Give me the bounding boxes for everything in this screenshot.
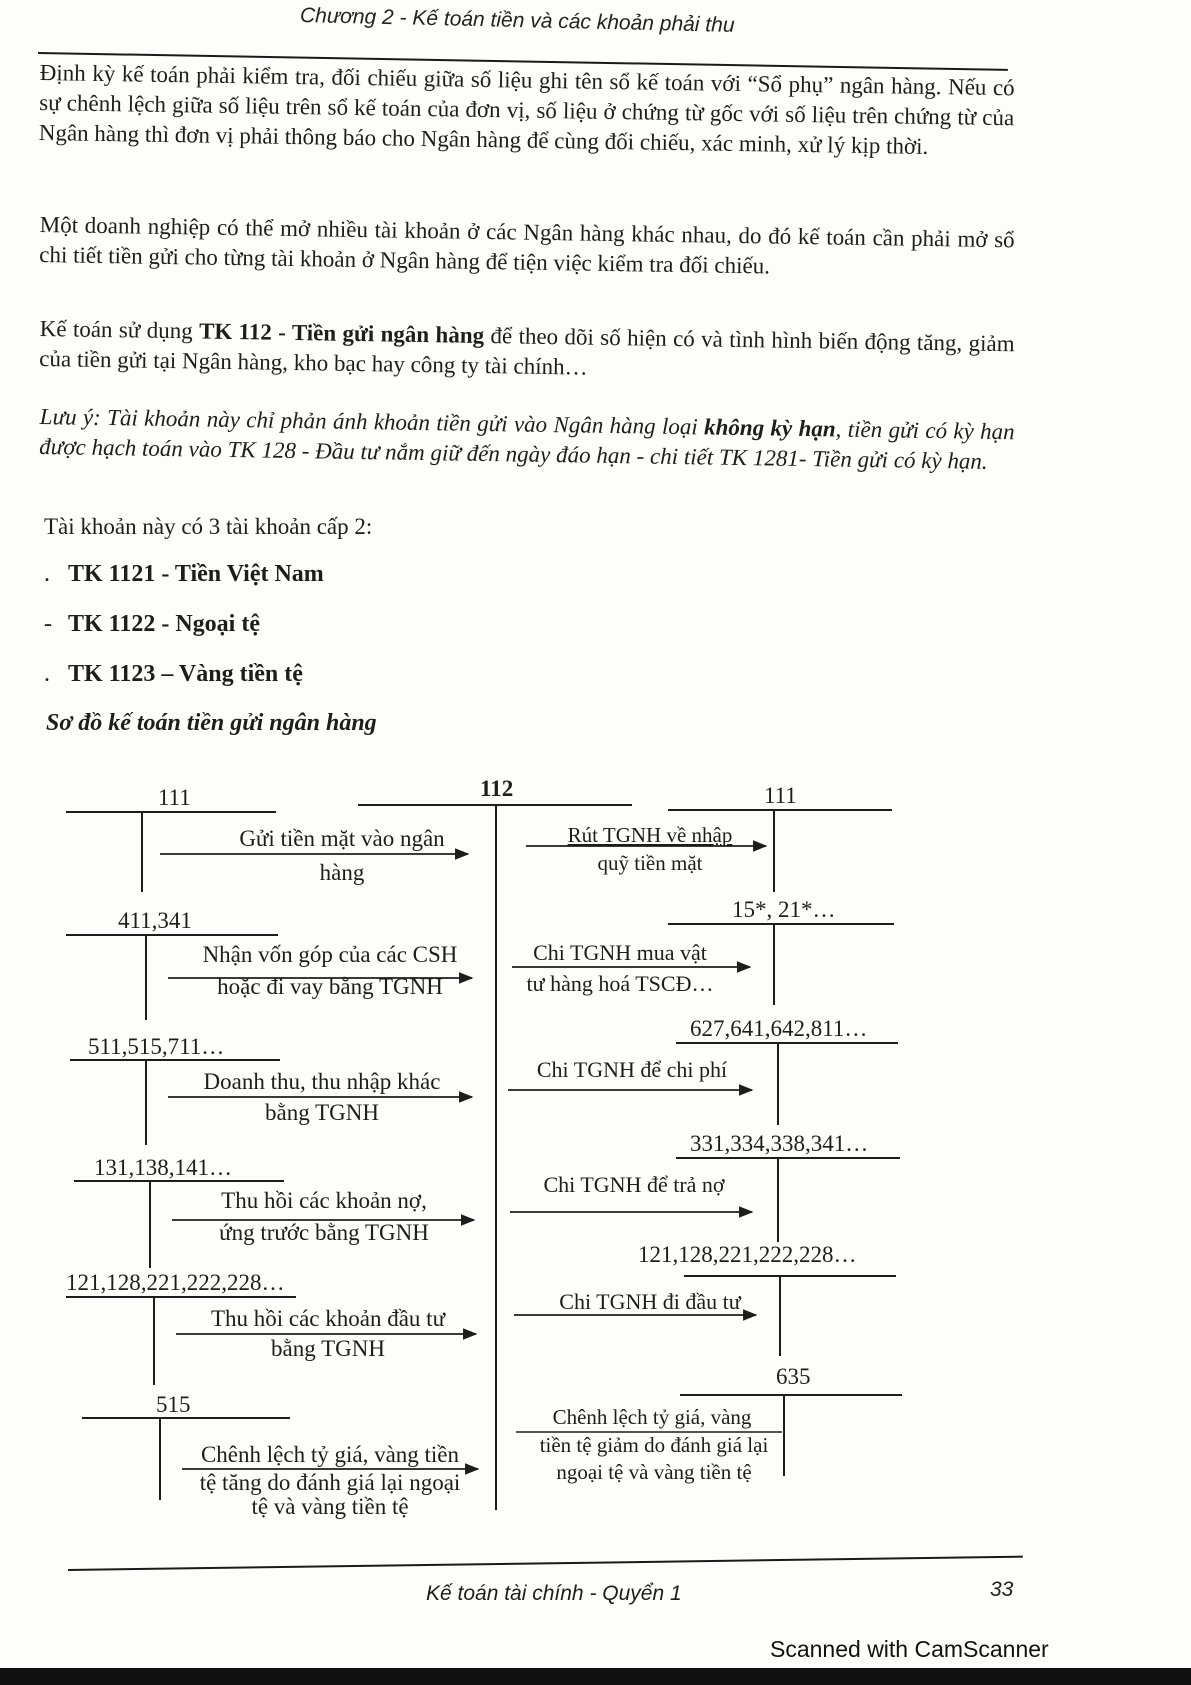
right-account-number: 111 bbox=[764, 783, 797, 808]
paragraph-multiple-accounts: Một doanh nghiệp có thể mở nhiều tài khoản ở các Ngân hàng khác nhau, do đó kế toán cần phải mở sổ chi tiết tiền gửi cho từng tài khoản ở Ngân hàng để tiện việc kiểm tra đối chiếu. bbox=[39, 211, 1015, 279]
left-entry-text: Chênh lệch tỷ giá, vàng tiền bbox=[200, 1442, 460, 1467]
right-entry-text: Chi TGNH để chi phí bbox=[536, 1057, 728, 1082]
right-entry-text: Chênh lệch tỷ giá, vàng bbox=[552, 1405, 752, 1429]
left-entry-text: Nhận vốn góp của các CSH bbox=[202, 942, 458, 967]
left-account-number: 411,341 bbox=[118, 908, 192, 933]
account-112-name: TK 112 - Tiền gửi ngân hàng bbox=[198, 318, 485, 348]
left-entry-text: tệ tăng do đánh giá lại ngoại bbox=[199, 1470, 461, 1495]
page-number: 33 bbox=[990, 1578, 1014, 1601]
right-entry-text: tiền tệ giảm do đánh giá lại bbox=[539, 1433, 769, 1457]
left-entry-text: Thu hồi các khoản nợ, bbox=[221, 1188, 427, 1213]
bottom-edge-bar bbox=[0, 1668, 1191, 1685]
left-entry-text: hoặc đi vay bằng TGNH bbox=[217, 974, 443, 999]
left-entry-text: Gửi tiền mặt vào ngân bbox=[239, 826, 445, 851]
footer-book-title: Kế toán tài chính - Quyển 1 bbox=[426, 1582, 682, 1605]
left-entry bbox=[70, 1034, 472, 1145]
scanner-watermark: Scanned with CamScanner bbox=[770, 1636, 1049, 1662]
right-entry-text: Chi TGNH mua vật bbox=[533, 940, 707, 965]
left-entry-text: ứng trước bằng TGNH bbox=[219, 1220, 429, 1245]
chapter-header: Chương 2 - Kế toán tiền và các khoản phải thu bbox=[299, 4, 735, 37]
sub-account-label: TK 1121 - Tiền Việt Nam bbox=[68, 561, 324, 587]
left-entry bbox=[66, 908, 472, 1020]
note-emphasis: không kỳ hạn bbox=[703, 414, 836, 442]
diagram-title: Sơ đồ kế toán tiền gửi ngân hàng bbox=[46, 710, 377, 736]
left-entry bbox=[74, 1155, 474, 1268]
sub-account-label: TK 1123 – Vàng tiền tệ bbox=[68, 661, 303, 687]
bullet-mark: - bbox=[44, 611, 52, 637]
left-account-number: 511,515,711… bbox=[88, 1034, 225, 1059]
bullet-mark: . bbox=[44, 561, 50, 587]
right-account-number: 331,334,338,341… bbox=[690, 1131, 869, 1156]
left-entry-text: Doanh thu, thu nhập khác bbox=[203, 1069, 441, 1094]
right-entry bbox=[514, 1242, 896, 1356]
right-entry-text: Rút TGNH về nhập bbox=[567, 823, 733, 847]
right-entry bbox=[510, 1131, 900, 1242]
paragraph-account-usage-pre: Kế toán sử dụng bbox=[39, 315, 200, 344]
left-entry-text: bằng TGNH bbox=[271, 1336, 385, 1361]
left-entry-text: bằng TGNH bbox=[265, 1100, 379, 1125]
note-text-post: , tiền gửi có kỳ hạn được hạch toán vào TK 128 - Đầu tư nắm giữ đến ngày đáo hạn - chi tiết TK 1281- Tiền gửi có kỳ hạn. bbox=[39, 416, 1015, 474]
left-entry-text: hàng bbox=[319, 860, 365, 885]
left-account-number: 131,138,141… bbox=[94, 1155, 232, 1180]
right-entry-text: tư hàng hoá TSCĐ… bbox=[526, 971, 714, 996]
left-account-number: 121,128,221,222,228… bbox=[66, 1270, 285, 1295]
right-entry bbox=[512, 897, 894, 1005]
right-entry-text: quỹ tiền mặt bbox=[597, 851, 703, 875]
center-account-number: 112 bbox=[480, 776, 514, 801]
right-account-number: 121,128,221,222,228… bbox=[638, 1242, 857, 1267]
right-entry bbox=[516, 1364, 902, 1484]
paragraph-reconciliation: Định kỳ kế toán phải kiểm tra, đối chiếu giữa số liệu ghi tên sổ kế toán với “Sổ phụ” ngân hàng. Nếu có sự chênh lệch giữa số liệu trên sổ kế toán của đơn vị, số liệu ở chứng từ gốc với số liệu trên chứng từ của Ngân hàng thì đơn vị phải thông báo cho Ngân hàng để cùng đối chiếu, xác minh, xử lý kịp thời. bbox=[38, 59, 1015, 159]
left-entry bbox=[66, 785, 468, 892]
right-entry bbox=[508, 1016, 898, 1125]
left-account-number: 515 bbox=[156, 1392, 191, 1417]
right-entry bbox=[526, 783, 892, 892]
note-label: Lưu ý: bbox=[39, 403, 102, 430]
left-entry bbox=[66, 1270, 476, 1385]
right-account-number: 15*, 21*… bbox=[732, 897, 836, 922]
right-entry-text: ngoại tệ và vàng tiền tệ bbox=[556, 1460, 752, 1484]
left-entry-text: tệ và vàng tiền tệ bbox=[251, 1494, 409, 1519]
right-account-number: 627,641,642,811… bbox=[690, 1016, 868, 1041]
sub-account-intro: Tài khoản này có 3 tài khoản cấp 2: bbox=[44, 514, 373, 539]
right-account-number: 635 bbox=[776, 1364, 811, 1389]
left-entry bbox=[82, 1392, 478, 1519]
bullet-mark: . bbox=[44, 661, 50, 687]
note-text-pre: Tài khoản này chỉ phản ánh khoản tiền gửi vào Ngân hàng loại bbox=[100, 404, 705, 440]
sub-account-label: TK 1122 - Ngoại tệ bbox=[68, 611, 260, 637]
paragraph-account-usage-post: để theo dõi số hiện có và tình hình biến động tăng, giảm của tiền gửi tại Ngân hàng, kho bạc hay công ty tài chính… bbox=[39, 322, 1015, 380]
right-entry-text: Chi TGNH đi đầu tư bbox=[559, 1289, 741, 1314]
left-entry-text: Thu hồi các khoản đầu tư bbox=[210, 1306, 446, 1331]
left-account-number: 111 bbox=[158, 785, 191, 810]
right-entry-text: Chi TGNH để trả nợ bbox=[543, 1172, 725, 1197]
